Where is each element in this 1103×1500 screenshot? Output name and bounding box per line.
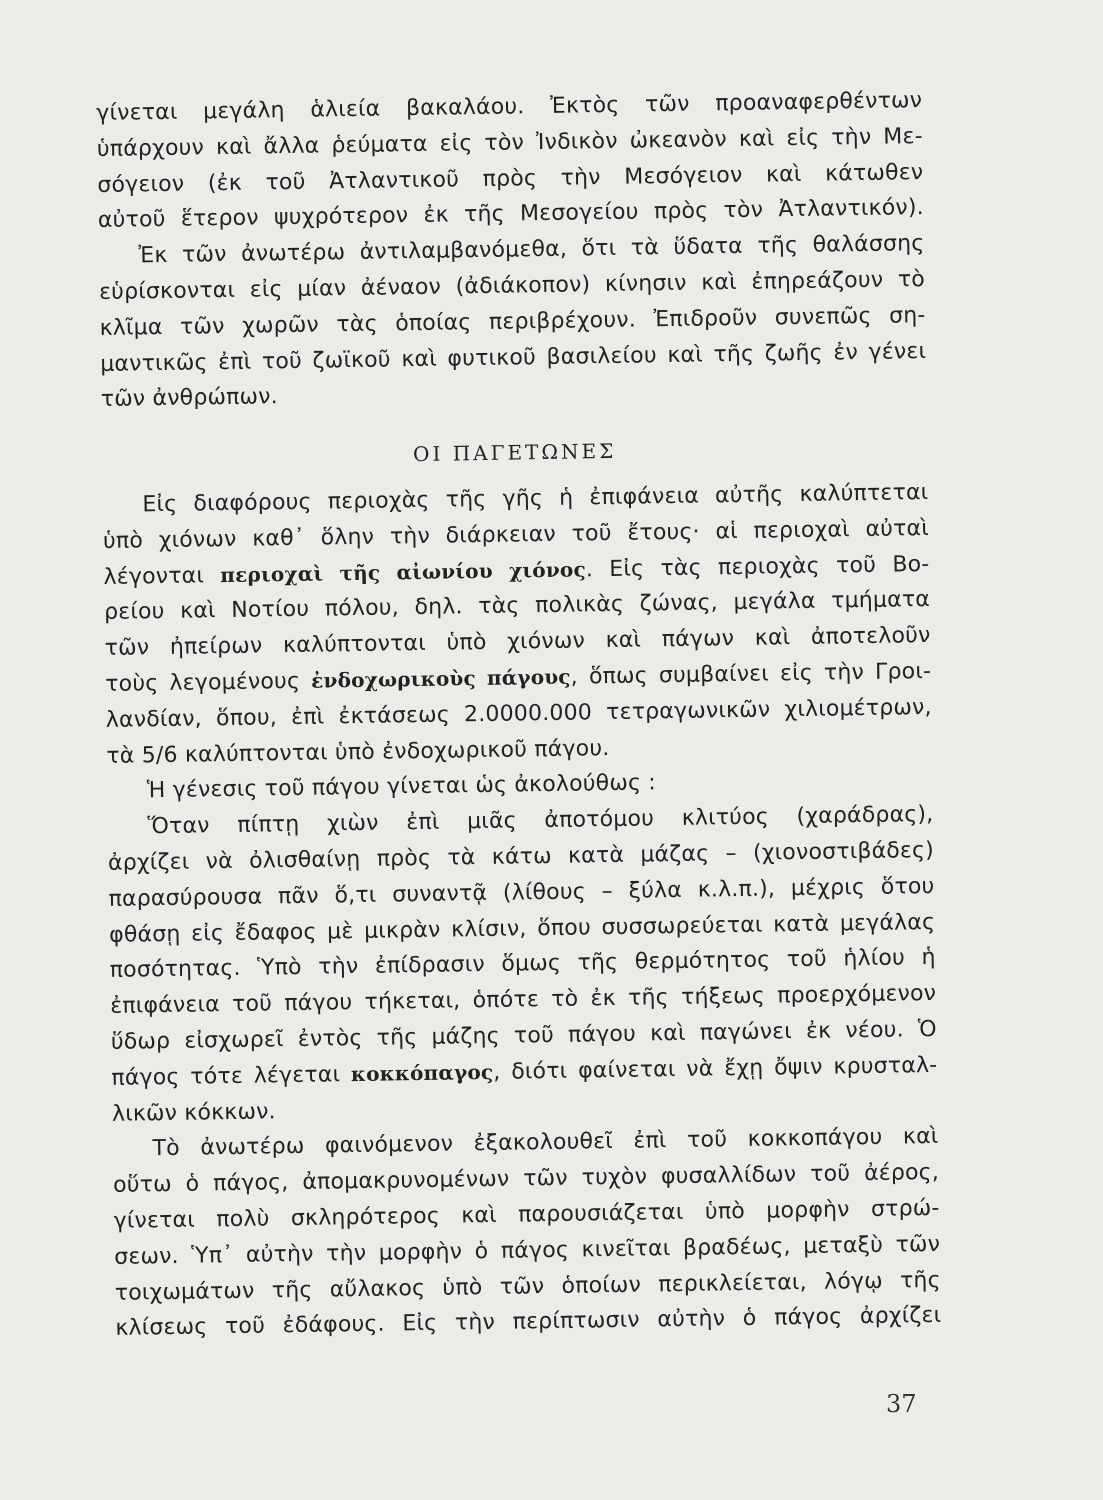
text-line: ρείου καὶ Νοτίου πόλου, δηλ. τὰς πολικὰς ζώνας, μεγάλα τμήματα [103,587,931,626]
text-line: τῶν ἠπείρων καλύπτονται ὑπὸ χιόνων καὶ πάγων καὶ ἀποτελοῦν [104,623,931,662]
text-line: Τὸ ἀνωτέρω φαινόμενον ἐξακολουθεῖ ἐπὶ τοῦ κοκκοπάγου καὶ [152,1124,939,1162]
text-line: ὑπάρχουν καὶ ἄλλα ῥεύματα εἰς τὸν Ἰνδικὸν ὠκεανὸν καὶ εἰς τὴν Με- [96,123,923,162]
text-line: λικῶν κόκκων. [111,1098,276,1127]
text-line: γίνεται μεγάλη ἁλιεία βακαλάου. Ἐκτὸς τῶν προαναφερθέντων [96,88,923,126]
text-line: φθάσῃ εἰς ἔδαφος μὲ μικρὰν κλίσιν, ὅπου συσσωρεύεται κατὰ μεγάλας [108,909,936,948]
text-line: Ἐκ τῶν ἀνωτέρω ἀντιλαμβανόμεθα, ὅτι τὰ ὕδατα τῆς θαλάσσης [138,231,925,269]
text-line: παρασύρουσα πᾶν ὅ,τι συναντᾷ (λίθους – ξύλα κ.λ.π.), μέχρις ὅτου [108,873,935,912]
text-run: , διότι φαίνεται νὰ ἔχῃ ὄψιν κρυσταλ- [493,1052,938,1085]
text-line: κλῖμα τῶν χωρῶν τὰς ὁποίας περιβρέχουν. Ἐπιδροῦν συνεπῶς ση- [99,302,926,341]
text-line: εὑρίσκονται εἰς μίαν ἀέναον (ἀδιάκοπον) κίνησιν καὶ ἐπηρεάζουν τὸ [98,266,926,305]
text-line: σόγειον (ἐκ τοῦ Ἀτλαντικοῦ πρὸς τὴν Μεσόγειον καὶ κάτωθεν [97,159,924,198]
text-line: ὑπὸ χιόνων καθ᾽ ὅλην τὴν διάρκειαν τοῦ ἔτους· αἱ περιοχαὶ αὐταὶ [102,515,930,554]
text-line: γίνεται πολὺ σκληρότερος καὶ παρουσιάζεται ὑπὸ μορφὴν στρώ- [113,1195,940,1234]
text-run: , ὅπως συμβαίνει εἰς τὴν Γροι- [570,658,932,690]
text-line: τοιχωμάτων τῆς αὔλακος ὑπὸ τῶν ὁποίων περικλείεται, λόγῳ τῆς [114,1267,941,1306]
text-line: Εἰς διαφόρους περιοχὰς τῆς γῆς ἡ ἐπιφάνεια αὐτῆς καλύπτεται [142,479,929,518]
page-number: 37 [886,1390,917,1418]
text-line: Ἡ γένεσις τοῦ πάγου γίνεται ὡς ἀκολούθως : [146,770,657,804]
text-run: πάγος τότε λέγεται [111,1061,352,1091]
text-body [96,83,942,1347]
text-line: σεων. Ὑπ᾽ αὐτὴν τὴν μορφὴν ὁ πάγος κινεῖται βραδέως, μεταξὺ τῶν [114,1231,941,1270]
text-line: αὐτοῦ ἕτερον ψυχρότερον ἐκ τῆς Μεσογείου πρὸς τὸν Ἀτλαντικόν). [97,195,925,234]
text-line: Ὅταν πίπτῃ χιὼν ἐπὶ μιᾶς ἀποτόμου κλιτύος (χαράδρας), [147,802,934,840]
text-run: λέγονται [103,562,221,590]
text-line: λανδίαν, ὅπου, ἐπὶ ἐκτάσεως 2.0000.000 τετραγωνικῶν χιλιομέτρων, [105,694,932,733]
text-line: τῶν ἀνθρώπων. [100,384,279,413]
bold-term: κοκκόπαγος [350,1059,494,1086]
bold-term: ἐνδοχωρικοὺς πάγους [310,664,571,693]
text-line: κλίσεως τοῦ ἐδάφους. Εἰς τὴν περίπτωσιν αὐτὴν ὁ πάγος ἀρχίζει [115,1303,942,1342]
text-line: ἀρχίζει νὰ ὀλισθαίνῃ πρὸς τὰ κάτω κατὰ μάζας – (χιονοστιβάδες) [107,837,935,876]
text-line: ποσότητας. Ὑπὸ τὴν ἐπίδρασιν ὅμως τῆς θερμότητος τοῦ ἡλίου ἡ [109,945,936,984]
section-heading: ΟΙ ΠΑΓΕΤΩΝΕΣ [412,439,617,467]
text-line: οὕτω ὁ πάγος, ἀπομακρυνομένων τῶν τυχὸν φυσαλλίδων τοῦ ἀέρος, [112,1160,940,1198]
text-run: τοὺς λεγομένους [105,668,312,697]
text-line: ὕδωρ εἰσχωρεῖ ἐντὸς τῆς μάζης τοῦ πάγου καὶ παγώνει ἐκ νέου. Ὁ [110,1016,937,1055]
text-line: μαντικῶς ἐπὶ τοῦ ζωϊκοῦ καὶ φυτικοῦ βασιλείου καὶ τῆς ζωῆς ἐν γένει [100,338,927,377]
text-line: ἐπιφάνεια τοῦ πάγου τήκεται, ὁπότε τὸ ἐκ τῆς τήξεως προερχόμενον [110,981,937,1020]
text-run: . Εἰς τὰς περιοχὰς τοῦ Βο- [585,551,930,582]
bold-term: περιοχαὶ τῆς αἰωνίου χιόνος [220,556,587,587]
text-line: τὰ 5/6 καλύπτονται ὑπὸ ἐνδοχωρικοῦ πάγου. [106,735,610,769]
